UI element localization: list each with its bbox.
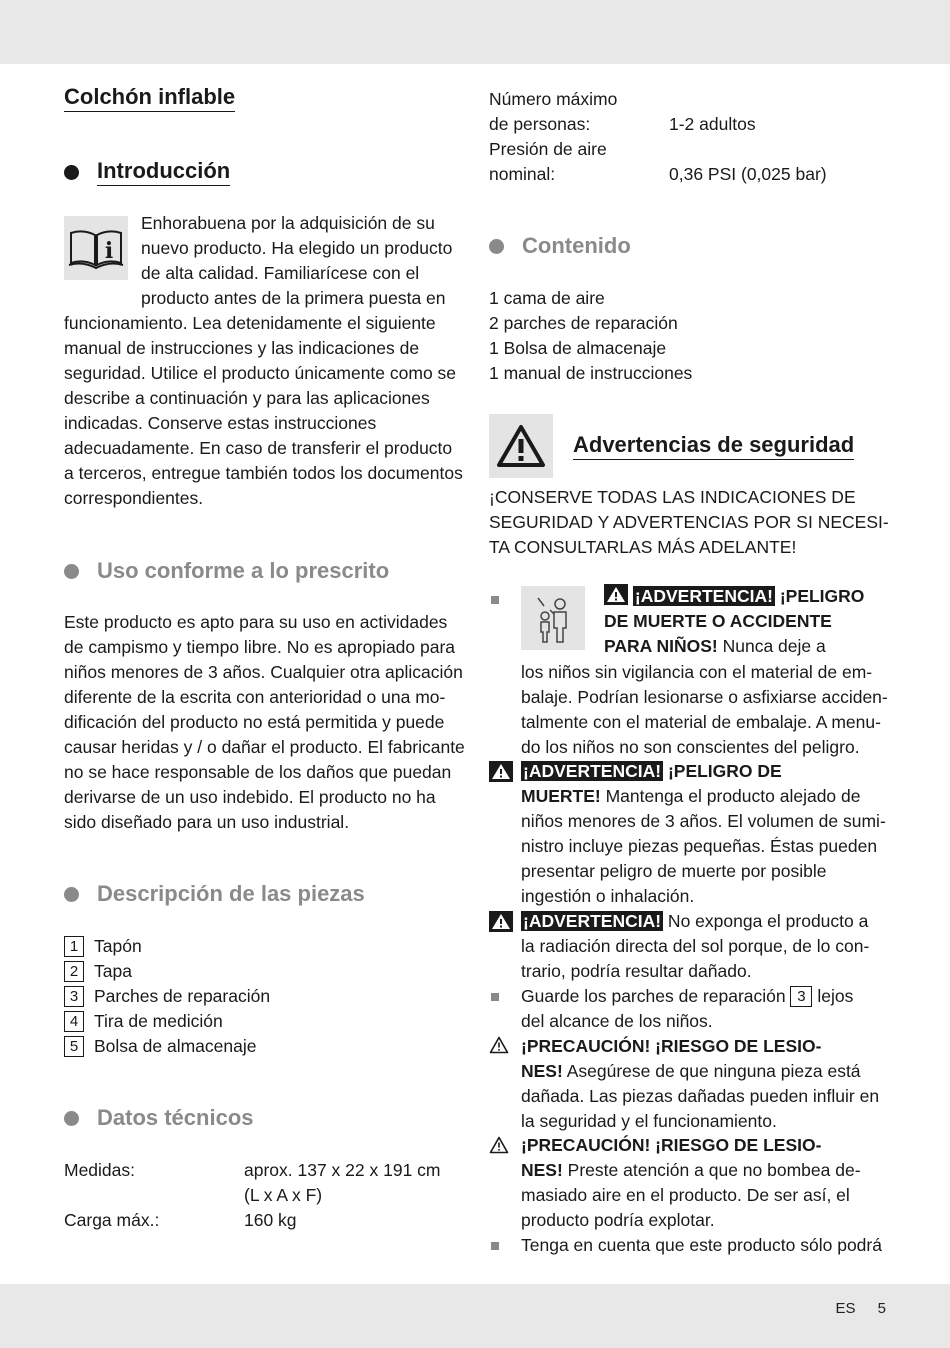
info-book-icon [64, 216, 128, 280]
page-title: Colchón inflable [64, 84, 235, 112]
text-line: seguridad. Utilice el producto únicamente como se [64, 363, 457, 383]
text-line [521, 759, 891, 784]
text-line: niños menores de 3 años. El volumen de sumi- [521, 811, 886, 831]
bold-text: NES! [521, 1160, 563, 1180]
bold-text: NES! [521, 1061, 563, 1081]
warning-1-body [521, 660, 891, 760]
text-line [521, 984, 891, 1009]
list-item [64, 934, 270, 959]
warning-icon [604, 584, 628, 605]
part-number: 3 [64, 986, 84, 1007]
list-item: 1 manual de instrucciones [489, 363, 693, 383]
uso-heading: Uso conforme a lo prescrito [64, 558, 389, 584]
text-line: sido diseñado para un uso industrial. [64, 812, 350, 832]
tech-data-table [64, 1158, 474, 1233]
tech-key: Carga máx.: [64, 1210, 160, 1230]
part-label: Bolsa de almacenaje [94, 1036, 257, 1056]
text-line [604, 609, 894, 634]
text-line: la radiación directa del sol porque, de lo con- [521, 936, 870, 956]
safety-heading: Advertencias de seguridad [573, 432, 854, 460]
text-line [521, 784, 891, 809]
bullet-1 [521, 984, 891, 1034]
text-line: dañada. Las piezas dañadas pueden influir en [521, 1086, 880, 1106]
bold-text: ¡PELIGRO DE [667, 761, 782, 781]
intro-text-indented [141, 211, 471, 311]
text-line: a terceros, entregue también todos los documentos [64, 463, 463, 483]
tech-value: 1-2 adultos [669, 114, 756, 134]
caution-1 [521, 1034, 891, 1134]
text-line: del alcance de los niños. [521, 1011, 713, 1031]
table-row [489, 162, 889, 187]
warning-badge: ¡ADVERTENCIA! [523, 761, 662, 781]
list-item: 1 cama de aire [489, 288, 605, 308]
warning-icon [489, 761, 513, 782]
tech-value: aprox. 137 x 22 x 191 cm [244, 1160, 441, 1180]
text-line: describe a continuación y para las aplicaciones [64, 388, 430, 408]
list-item: 2 parches de reparación [489, 313, 678, 333]
text-line: trario, podría resultar dañado. [521, 961, 752, 981]
warning-1-head [604, 584, 894, 659]
text: No exponga el producto a [663, 911, 869, 931]
text-line [521, 1133, 891, 1158]
list-item [64, 1034, 270, 1059]
text-line: no se hace responsable de los daños que puedan [64, 762, 452, 782]
list-item [64, 984, 270, 1009]
part-label: Parches de reparación [94, 986, 271, 1006]
warning-2 [521, 759, 891, 909]
page-footer [817, 1300, 886, 1317]
part-number: 4 [64, 1011, 84, 1032]
tech-key: Presión de aire [489, 139, 607, 159]
text-line: do los niños no son conscientes del peligro. [521, 737, 860, 757]
text-line: los niños sin vigilancia con el material de em- [521, 662, 873, 682]
parts-list [64, 934, 270, 1059]
bullet-square-icon [491, 1242, 499, 1250]
tech-data-continued [489, 87, 889, 187]
part-number: 3 [790, 986, 812, 1007]
part-number: 5 [64, 1036, 84, 1057]
child-warning-icon [521, 586, 585, 650]
text: Guarde los parches de reparación [521, 986, 791, 1006]
bullet-2 [521, 1233, 891, 1258]
bullet-square-icon [491, 596, 499, 604]
bullet-dot-icon [64, 564, 79, 579]
intro-heading: Introducción [64, 158, 230, 186]
text-line: masiado aire en el producto. De ser así, el [521, 1185, 850, 1205]
text-line: ingestión o inhalación. [521, 886, 695, 906]
text: lejos [812, 986, 854, 1006]
part-label: Tapa [94, 961, 132, 981]
bold-text: ¡PELIGRO [779, 586, 865, 606]
text-line: nistro incluye piezas pequeñas. Éstas pueden [521, 836, 878, 856]
text-line: de campismo y tiempo libre. No es apropiado para [64, 637, 456, 657]
text-line: de alta calidad. Familiarícese con el [141, 263, 420, 283]
piezas-heading: Descripción de las piezas [64, 881, 365, 907]
text-line: talmente con el material de embalaje. A menu- [521, 712, 881, 732]
table-row [64, 1158, 474, 1208]
footer-language: ES [835, 1300, 856, 1317]
part-label: Tapón [94, 936, 142, 956]
bullet-dot-icon [64, 887, 79, 902]
text-line: la seguridad y el funcionamiento. [521, 1111, 777, 1131]
text-line [604, 584, 894, 609]
list-item: 1 Bolsa de almacenaje [489, 338, 667, 358]
caution-icon [489, 1036, 509, 1054]
list-item [64, 959, 270, 984]
text-line [521, 1059, 891, 1084]
text-line [604, 634, 894, 659]
warning-triangle-icon [489, 414, 553, 478]
table-row [489, 137, 889, 162]
text: Preste atención a que no bombea de- [562, 1160, 861, 1180]
safety-caps-note [489, 485, 889, 560]
contents-list [489, 286, 692, 386]
top-band [0, 0, 950, 64]
text-line: presentar peligro de muerte por posible [521, 861, 827, 881]
text-line: manual de instrucciones y las indicaciones de [64, 338, 420, 358]
bold-text: ¡PRECAUCIÓN! ¡RIESGO DE LESIO- [521, 1036, 822, 1056]
table-row [489, 87, 889, 112]
datos-heading: Datos técnicos [64, 1105, 254, 1131]
svg-text:i: i [104, 238, 114, 264]
tech-key: de personas: [489, 114, 591, 134]
text-line: SEGURIDAD Y ADVERTENCIAS POR SI NECESI- [489, 512, 889, 532]
table-row [64, 1208, 474, 1233]
text-line [521, 1034, 891, 1059]
caution-icon [489, 1136, 509, 1154]
text-line: diferente de la escrita con anterioridad o una mo- [64, 687, 446, 707]
text-line: TA CONSULTARLAS MÁS ADELANTE! [489, 537, 797, 557]
tech-key: nominal: [489, 164, 556, 184]
text-line: Enhorabuena por la adquisición de su [141, 213, 435, 233]
bold-text: DE MUERTE O ACCIDENTE [604, 611, 832, 631]
footer-page-number: 5 [877, 1300, 886, 1317]
bottom-band [0, 1284, 950, 1348]
part-label: Tira de medición [94, 1011, 223, 1031]
text-line: producto podría explotar. [521, 1210, 715, 1230]
contenido-heading: Contenido [489, 233, 631, 259]
text-line: correspondientes. [64, 488, 204, 508]
warning-badge: ¡ADVERTENCIA! [634, 586, 773, 606]
text: Mantenga el producto alejado de [600, 786, 861, 806]
text-line: dificación del producto no está permitida y puede [64, 712, 445, 732]
intro-text [64, 311, 474, 511]
caution-2 [521, 1133, 891, 1233]
bullet-dot-icon [64, 1111, 79, 1126]
text-line: derivarse de un uso indebido. El producto no ha [64, 787, 436, 807]
bullet-square-icon [491, 993, 499, 1001]
text-line: causar heridas y / o dañar el producto. El fabricante [64, 737, 465, 757]
warning-3 [521, 909, 891, 984]
text: Nunca deje a [717, 636, 826, 656]
text-line: Este producto es apto para su uso en actividades [64, 612, 448, 632]
bold-text: MUERTE! [521, 786, 601, 806]
bold-text: ¡PRECAUCIÓN! ¡RIESGO DE LESIO- [521, 1135, 822, 1155]
text-line: niños menores de 3 años. Cualquier otra aplicación [64, 662, 463, 682]
text-line: nuevo producto. Ha elegido un producto [141, 238, 453, 258]
text-line: ¡CONSERVE TODAS LAS INDICACIONES DE [489, 487, 856, 507]
tech-key: Medidas: [64, 1160, 136, 1180]
tech-key: Número máximo [489, 89, 618, 109]
bullet-dot-icon [489, 239, 504, 254]
text-line [521, 1158, 891, 1183]
part-number: 1 [64, 936, 84, 957]
text-line: producto antes de la primera puesta en [141, 288, 446, 308]
tech-value: 160 kg [244, 1210, 297, 1230]
text-line: balaje. Podrían lesionarse o asfixiarse acciden- [521, 687, 888, 707]
bullet-dot-icon [64, 165, 79, 180]
tech-value: (L x A x F) [244, 1185, 323, 1205]
table-row [489, 112, 889, 137]
text-line: indicadas. Conserve estas instrucciones [64, 413, 377, 433]
uso-text [64, 610, 474, 835]
text-line: funcionamiento. Lea detenidamente el siguiente [64, 313, 436, 333]
warning-icon [489, 911, 513, 932]
tech-value: 0,36 PSI (0,025 bar) [669, 164, 827, 184]
warning-badge: ¡ADVERTENCIA! [523, 911, 662, 931]
bold-text: PARA NIÑOS! [604, 636, 718, 656]
text-line [521, 909, 891, 934]
list-item [64, 1009, 270, 1034]
text: Asegúrese de que ninguna pieza está [562, 1061, 861, 1081]
text-line: adecuadamente. En caso de transferir el producto [64, 438, 453, 458]
text-line: Tenga en cuenta que este producto sólo podrá [521, 1235, 882, 1255]
part-number: 2 [64, 961, 84, 982]
